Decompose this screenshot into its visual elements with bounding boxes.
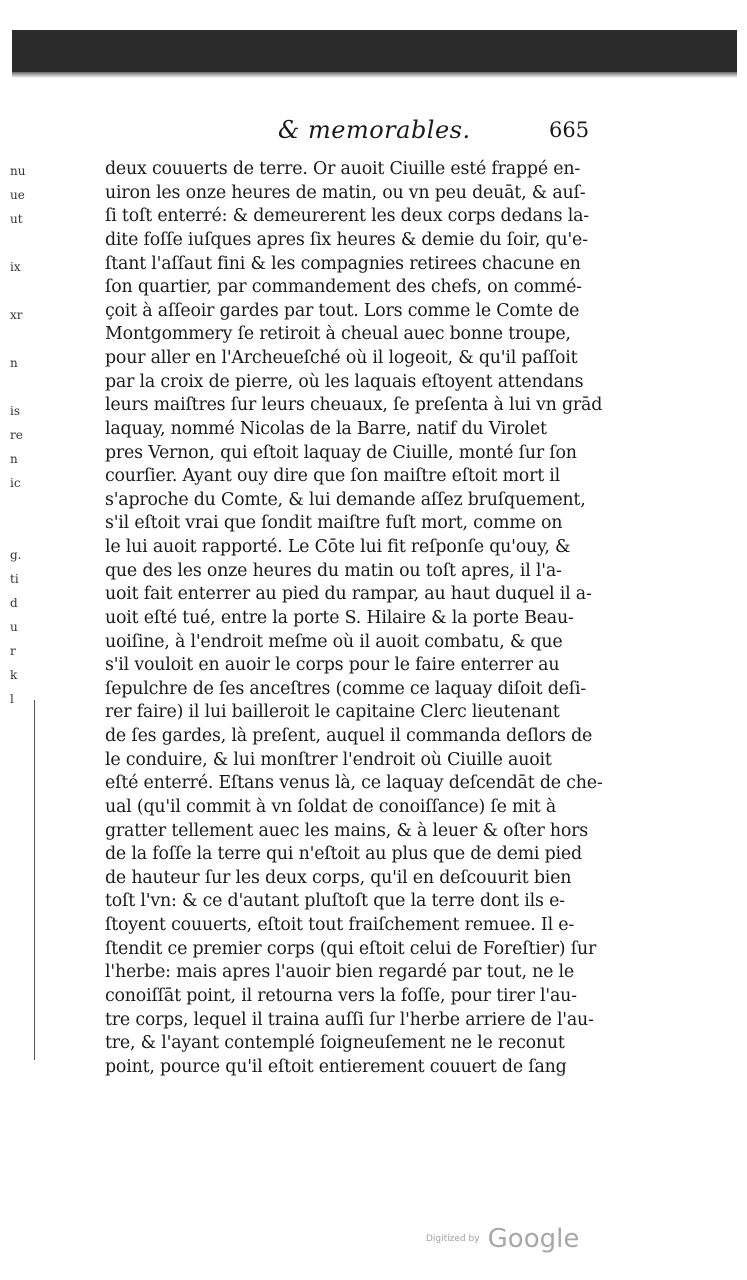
- text-line: le lui auoit rapporté. Le Cōte lui fit reſponſe qu'ouy, &: [105, 537, 571, 557]
- scan-header-shadow: [12, 72, 737, 78]
- scan-header-band: [12, 30, 737, 72]
- text-line: çoit à aſſeoir gardes par tout. Lors comme le Comte de: [105, 300, 580, 321]
- margin-note: ue: [10, 188, 25, 202]
- text-line: ſtendit ce premier corps (qui eſtoit celui de Foreſtier) ſur: [105, 938, 597, 959]
- margin-note: re: [10, 428, 23, 442]
- text-line: s'aproche du Comte, & lui demande aſſez bruſquement,: [105, 489, 586, 510]
- text-line: ſon quartier, par commandement des chefs, on commé-: [105, 277, 582, 298]
- margin-note: d: [10, 596, 18, 610]
- margin-note: l: [10, 692, 14, 706]
- margin-note: n: [10, 452, 18, 466]
- digitized-attribution: [426, 1224, 579, 1254]
- text-line: le conduire, & lui monſtrer l'endroit où Ciuille auoit: [105, 749, 552, 770]
- text-line: de la foſſe la terre qui n'eſtoit au plus que de demi pied: [105, 844, 582, 865]
- text-line: uoit fait enterrer au pied du rampar, au haut duquel il a-: [105, 584, 592, 605]
- text-line: uiron les onze heures de matin, ou vn peu deuāt, & auſ-: [105, 182, 586, 203]
- margin-note: r: [10, 644, 16, 658]
- text-line: ſtoyent couuerts, eſtoit tout fraiſchement remuee. Il e-: [105, 915, 575, 935]
- margin-rule: [34, 700, 35, 1060]
- text-line: Montgommery ſe retiroit à cheual auec bonne troupe,: [105, 324, 571, 345]
- text-line: rer faire) il lui bailleroit le capitaine Clerc lieutenant: [105, 702, 560, 723]
- text-line: gratter tellement auec les mains, & à leuer & oſter hors: [105, 820, 588, 841]
- margin-note: ut: [10, 212, 23, 226]
- text-line: deux couuerts de terre. Or auoit Ciuille esté frappé en-: [105, 159, 581, 179]
- text-line: pres Vernon, qui eſtoit laquay de Ciuille, monté ſur ſon: [105, 442, 577, 463]
- text-line: courſier. Ayant ouy dire que ſon maiſtre eſtoit mort il: [105, 466, 561, 487]
- margin-note: ix: [10, 260, 21, 274]
- margin-note: nu: [10, 164, 26, 178]
- digitized-by-label: Digitized by: [426, 1234, 480, 1244]
- text-line: par la croix de pierre, où les laquais eſtoyent attendans: [105, 371, 584, 392]
- margin-note: u: [10, 620, 18, 634]
- margin-note: ic: [10, 476, 21, 490]
- text-line: de hauteur ſur les deux corps, qu'il en deſcouurit bien: [105, 867, 572, 888]
- text-line: uoit eſté tué, entre la porte S. Hilaire & la porte Beau-: [105, 607, 574, 628]
- margin-note: n: [10, 356, 18, 370]
- text-line: ſi toſt enterré: & demeurerent les deux corps dedans la-: [105, 206, 589, 227]
- text-line: toſt l'vn: & ce d'autant pluſtoſt que la terre dont ils e-: [105, 891, 565, 912]
- margin-note: k: [10, 668, 18, 682]
- text-line: s'il vouloit en auoir le corps pour le faire enterrer au: [105, 655, 560, 676]
- text-line: dite foſſe iuſques apres ſix heures & demie du ſoir, qu'e-: [105, 229, 588, 250]
- text-line: leurs maiſtres ſur leurs cheuaux, ſe preſenta à lui vn grād: [105, 395, 603, 416]
- text-line: s'il eſtoit vrai que ſondit maiſtre fuſt mort, comme on: [105, 513, 563, 534]
- text-line: ſepulchre de ſes anceſtres (comme ce laquay diſoit deſi-: [105, 678, 587, 699]
- page-number: 665: [549, 118, 590, 142]
- text-line: eſté enterré. Eſtans venus là, ce laquay deſcendāt de che-: [105, 773, 603, 794]
- text-line: tre corps, lequel il traina auſſi ſur l'herbe arriere de l'au-: [105, 1009, 594, 1030]
- margin-note: xr: [10, 308, 23, 322]
- text-line: laquay, nommé Nicolas de la Barre, natif du Virolet: [105, 418, 547, 439]
- text-line: pour aller en l'Archeueſché où il logeoit, & qu'il paſſoit: [105, 348, 578, 368]
- text-line: que des les onze heures du matin ou toſt apres, il l'a-: [105, 560, 562, 581]
- margin-note: ti: [10, 572, 19, 586]
- text-line: tre, & l'ayant contemplé ſoigneuſement ne le reconut: [105, 1033, 565, 1054]
- text-line: conoiſſāt point, il retourna vers la foſſe, pour tirer l'au-: [105, 985, 577, 1006]
- margin-note: g.: [10, 548, 22, 562]
- body-text: [105, 158, 605, 1079]
- margin-note: is: [10, 404, 20, 418]
- text-line: uoiſine, à l'endroit meſme où il auoit combatu, & que: [105, 631, 563, 652]
- running-head: & memorables.: [278, 116, 471, 144]
- text-line: de ſes gardes, là preſent, auquel il commanda deſlors de: [105, 726, 593, 746]
- text-line: ual (qu'il commit à vn ſoldat de conoiſſance) ſe mit à: [105, 796, 556, 817]
- google-logo: Google: [487, 1224, 580, 1254]
- text-line: ſtant l'aſſaut fini & les compagnies retirees chacune en: [105, 253, 581, 274]
- text-line: l'herbe: mais apres l'auoir bien regardé par tout, ne le: [105, 962, 574, 983]
- text-line: point, pource qu'il eſtoit entierement couuert de ſang: [105, 1056, 567, 1077]
